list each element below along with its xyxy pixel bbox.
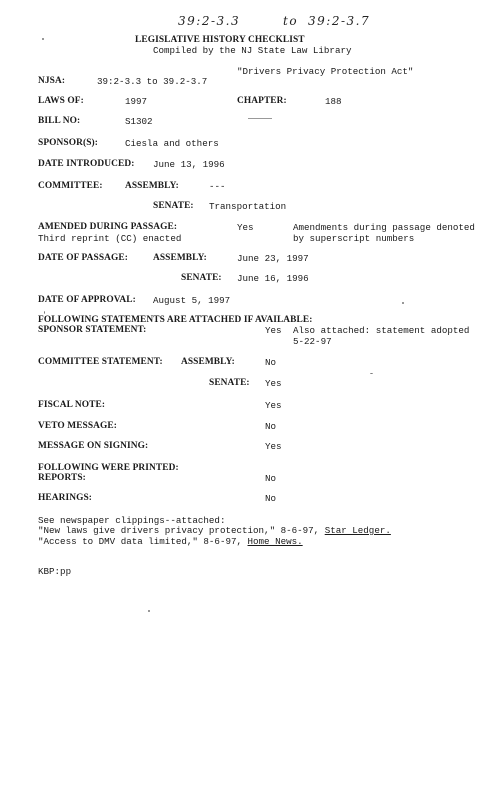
njsa-value: 39:2-3.3 to 39.2-3.7 bbox=[97, 76, 208, 87]
committee-label: COMMITTEE: bbox=[38, 181, 103, 191]
committee-statement-assembly-label: ASSEMBLY: bbox=[181, 357, 235, 367]
committee-statement-senate-value: Yes bbox=[265, 378, 282, 389]
laws-of-value: 1997 bbox=[125, 96, 148, 107]
amended-label: AMENDED DURING PASSAGE: bbox=[38, 222, 178, 232]
scan-speck bbox=[370, 373, 373, 374]
fiscal-note-label: FISCAL NOTE: bbox=[38, 400, 106, 410]
document-subtitle: Compiled by the NJ State Law Library bbox=[153, 45, 352, 56]
scan-speck bbox=[402, 302, 404, 304]
reports-label: REPORTS: bbox=[38, 473, 86, 483]
passage-assembly-value: June 23, 1997 bbox=[237, 253, 309, 264]
passage-assembly-label: ASSEMBLY: bbox=[153, 253, 207, 263]
date-introduced-value: June 13, 1996 bbox=[153, 159, 225, 170]
committee-statement-assembly-value: No bbox=[265, 357, 277, 368]
message-on-signing-label: MESSAGE ON SIGNING: bbox=[38, 441, 149, 451]
amended-note-line1: Amendments during passage denoted bbox=[293, 222, 475, 233]
amended-note-line2: by superscript numbers bbox=[293, 233, 415, 244]
committee-senate-label: SENATE: bbox=[153, 201, 194, 211]
date-of-passage-label: DATE OF PASSAGE: bbox=[38, 253, 128, 263]
veto-message-label: VETO MESSAGE: bbox=[38, 421, 118, 431]
sponsor-statement-value: Yes bbox=[265, 325, 282, 336]
amended-value: Yes bbox=[237, 222, 254, 233]
act-title: "Drivers Privacy Protection Act" bbox=[237, 66, 414, 77]
sponsors-label: SPONSOR(S): bbox=[38, 138, 98, 148]
clipping-item bbox=[38, 525, 391, 536]
clipping-item bbox=[38, 536, 303, 547]
sponsors-value: Ciesla and others bbox=[125, 138, 219, 149]
committee-statement-label: COMMITTEE STATEMENT: bbox=[38, 357, 163, 367]
committee-senate-value: Transportation bbox=[209, 201, 287, 212]
passage-senate-label: SENATE: bbox=[181, 273, 222, 283]
following-printed-heading: FOLLOWING WERE PRINTED: bbox=[38, 463, 179, 473]
clipping-source: Home News. bbox=[247, 536, 303, 547]
committee-statement-senate-label: SENATE: bbox=[209, 378, 250, 388]
njsa-label: NJSA: bbox=[38, 76, 66, 86]
date-of-approval-label: DATE OF APPROVAL: bbox=[38, 295, 136, 305]
clippings-intro: See newspaper clippings--attached: bbox=[38, 515, 226, 526]
following-statements-heading: FOLLOWING STATEMENTS ARE ATTACHED IF AVAILABLE: bbox=[38, 315, 313, 325]
amended-reprint: Third reprint (CC) enacted bbox=[38, 233, 182, 244]
passage-senate-value: June 16, 1996 bbox=[237, 273, 309, 284]
handwritten-to-word: to bbox=[283, 14, 299, 28]
hearings-value: No bbox=[265, 493, 277, 504]
committee-assembly-value: --- bbox=[209, 181, 226, 192]
hearings-label: HEARINGS: bbox=[38, 493, 93, 503]
document-title: LEGISLATIVE HISTORY CHECKLIST bbox=[135, 35, 305, 45]
sponsor-statement-note-line2: 5-22-97 bbox=[293, 336, 332, 347]
handwritten-to: 39:2-3.7 bbox=[308, 14, 371, 28]
bill-no-value: S1302 bbox=[125, 116, 153, 127]
reports-value: No bbox=[265, 473, 277, 484]
clipping-source: Star Ledger. bbox=[324, 525, 391, 536]
laws-of-label: LAWS OF: bbox=[38, 96, 84, 106]
sponsor-statement-note-line1: Also attached: statement adopted bbox=[293, 325, 470, 336]
scan-mark bbox=[248, 118, 272, 119]
scan-speck bbox=[148, 610, 150, 612]
handwritten-from: 39:2-3.3 bbox=[178, 14, 241, 28]
chapter-label: CHAPTER: bbox=[237, 96, 287, 106]
scan-speck bbox=[42, 38, 44, 40]
clipping-text: "Access to DMV data limited," 8-6-97, bbox=[38, 536, 248, 547]
date-introduced-label: DATE INTRODUCED: bbox=[38, 159, 135, 169]
committee-assembly-label: ASSEMBLY: bbox=[125, 181, 179, 191]
chapter-value: 188 bbox=[325, 96, 342, 107]
clipping-text: "New laws give drivers privacy protection," 8-6-97, bbox=[38, 525, 325, 536]
initials: KBP:pp bbox=[38, 566, 72, 577]
veto-message-value: No bbox=[265, 421, 277, 432]
bill-no-label: BILL NO: bbox=[38, 116, 81, 126]
sponsor-statement-label: SPONSOR STATEMENT: bbox=[38, 325, 147, 335]
date-of-approval-value: August 5, 1997 bbox=[153, 295, 231, 306]
message-on-signing-value: Yes bbox=[265, 441, 282, 452]
scan-speck bbox=[44, 311, 45, 314]
fiscal-note-value: Yes bbox=[265, 400, 282, 411]
